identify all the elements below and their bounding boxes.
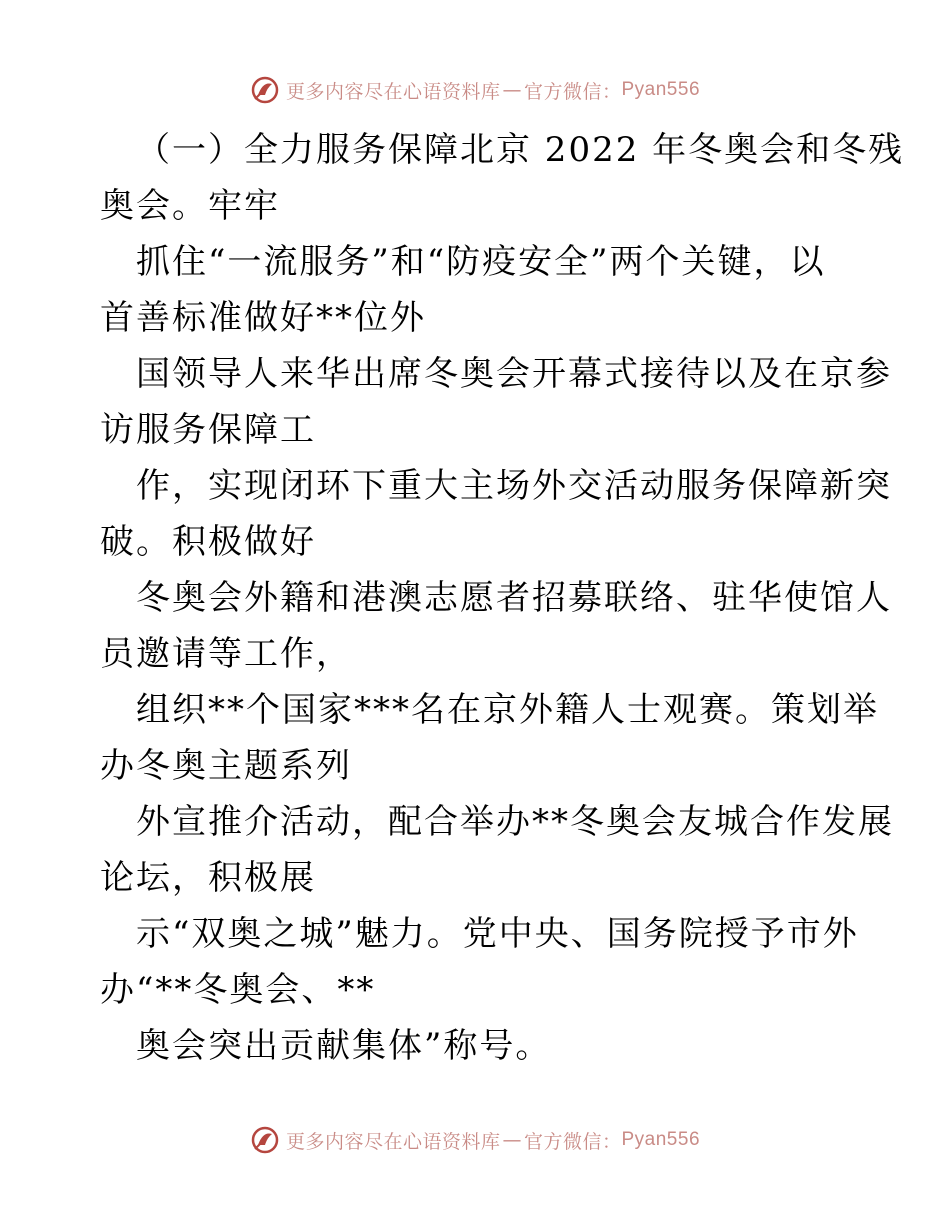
watermark-channel: 官方微信： [523,1130,622,1153]
watermark-account: Pyan556 [621,79,701,100]
body-line-9: 冬奥会外籍和港澳志愿者招募联络、驻华使馆人 [136,578,892,618]
body-line-10: 员邀请等工作， [100,634,352,674]
watermark-channel: 官方微信： [523,80,622,103]
watermark-separator: — [502,1129,522,1151]
body-line-6: 访服务保障工 [100,410,316,450]
body-line-11: 组织**个国家***名在京外籍人士观赛。策划举 [136,690,879,730]
body-line-12: 办冬奥主题系列 [100,746,352,786]
body-line-13: 外宣推介活动，配合举办**冬奥会友城合作发展 [136,802,894,842]
body-line-16: 办“**冬奥会、** [100,970,376,1010]
footer-watermark [0,1120,950,1160]
body-line-15: 示“双奥之城”魅力。党中央、国务院授予市外 [136,914,859,954]
body-line-17: 奥会突出贡献集体”称号。 [136,1026,552,1066]
brand-logo-icon [250,1125,280,1155]
body-line-4: 首善标准做好**位外 [100,298,426,338]
body-line-14: 论坛，积极展 [100,858,316,898]
watermark-brand: 更多内容尽在心语资料库 [285,80,501,103]
brand-logo-icon [250,75,280,105]
watermark-separator: — [502,79,522,101]
body-line-1: （一）全力服务保障北京 2022 年冬奥会和冬残 [136,130,905,170]
body-line-5: 国领导人来华出席冬奥会开幕式接待以及在京参 [136,354,892,394]
watermark-brand: 更多内容尽在心语资料库 [285,1130,501,1153]
body-line-7: 作，实现闭环下重大主场外交活动服务保障新突 [136,466,892,506]
body-line-2: 奥会。牢牢 [100,186,280,226]
header-watermark [0,70,950,110]
watermark-account: Pyan556 [621,1129,701,1150]
body-line-8: 破。积极做好 [100,522,316,562]
body-line-3: 抓住“一流服务”和“防疫安全”两个关键，以 [136,242,826,282]
document-body [100,122,905,1074]
